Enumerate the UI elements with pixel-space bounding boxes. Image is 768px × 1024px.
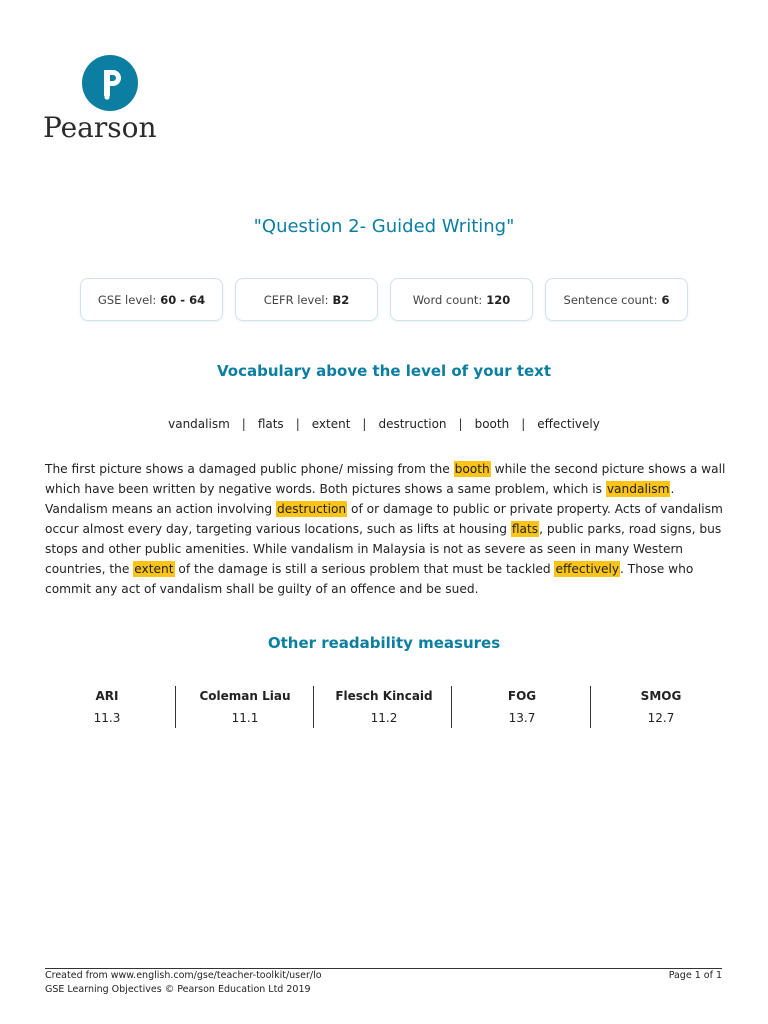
column-divider [590,686,591,728]
footer-source: Created from www.english.com/gse/teacher-toolkit/user/lo [45,970,322,981]
measure-value: 13.7 [508,711,536,725]
measure-fog [453,686,591,728]
card-value: 60 - 64 [160,292,206,307]
vocab-word: booth [474,417,510,431]
highlighted-word: flats [511,522,539,536]
measure-name: Flesch Kincaid [335,689,433,703]
vocabulary-list [0,417,768,431]
text-segment: while the second picture shows a wall which have been written by negative words. Both pictures shows a same problem, which is [45,462,726,496]
card-value: 120 [486,292,511,307]
card-value: 6 [661,292,670,307]
word-count-card [390,278,533,321]
measure-value: 11.3 [93,711,121,725]
vocab-word: effectively [537,417,600,431]
footer-divider [45,968,722,969]
text-segment: The first picture shows a damaged public phone/ missing from the [45,462,454,476]
vocab-word: vandalism [168,417,230,431]
readability-table [38,686,730,728]
column-divider [313,686,314,728]
text-segment: of or damage to public or private property. Acts of vandalism occur almost every day, targeting various locations, such as lifts at housing [45,502,723,536]
student-text-paragraph [45,459,730,599]
text-segment: . Vandalism means an action involving [45,482,675,516]
measure-name: Coleman Liau [199,689,291,703]
gse-level-card [80,278,223,321]
metric-cards [80,278,688,321]
text-segment: , public parks, road signs, bus stops and other public amenities. While vandalism in Malaysia is not as severe as seen in many Western countries, the [45,522,722,576]
vocab-separator: | [521,417,526,431]
sentence-count-card [545,278,688,321]
measure-ari [38,686,176,728]
card-value: B2 [332,292,350,307]
highlighted-word: effectively [555,562,620,576]
vocab-separator: | [241,417,246,431]
text-segment: of the damage is still a serious problem that must be tackled [174,562,555,576]
footer-copyright: GSE Learning Objectives © Pearson Education Ltd 2019 [45,984,311,995]
highlighted-word: booth [454,462,490,476]
card-label: Word count: [412,292,483,307]
card-label: Sentence count: [563,292,658,307]
vocab-separator: | [362,417,367,431]
measure-value: 12.7 [647,711,675,725]
measure-name: ARI [95,689,119,703]
highlighted-word: destruction [277,502,347,516]
card-label: GSE level: [97,292,157,307]
vocab-word: destruction [378,417,447,431]
cefr-level-card [235,278,378,321]
readability-heading: Other readability measures [267,634,501,652]
footer-page-number: Page 1 of 1 [668,970,722,981]
highlighted-word: vandalism [606,482,670,496]
pearson-wordmark: Pearson [43,111,157,144]
column-divider [451,686,452,728]
measure-coleman-liau [176,686,314,728]
pearson-p-icon [82,55,138,111]
vocab-separator: | [458,417,463,431]
text-segment: . Those who commit any act of vandalism shall be guilty of an offence and be sued. [45,562,694,596]
measure-value: 11.1 [231,711,259,725]
vocab-word: extent [311,417,351,431]
measure-name: SMOG [640,689,682,703]
page-title: "Question 2- Guided Writing" [253,216,515,237]
measure-flesch-kincaid [315,686,453,728]
vocab-separator: | [295,417,300,431]
highlighted-word: extent [134,562,174,576]
measure-value: 11.2 [370,711,398,725]
measure-name: FOG [507,689,537,703]
vocabulary-heading: Vocabulary above the level of your text [216,362,552,380]
measure-smog [592,686,730,728]
card-label: CEFR level: [263,292,329,307]
vocab-word: flats [257,417,284,431]
